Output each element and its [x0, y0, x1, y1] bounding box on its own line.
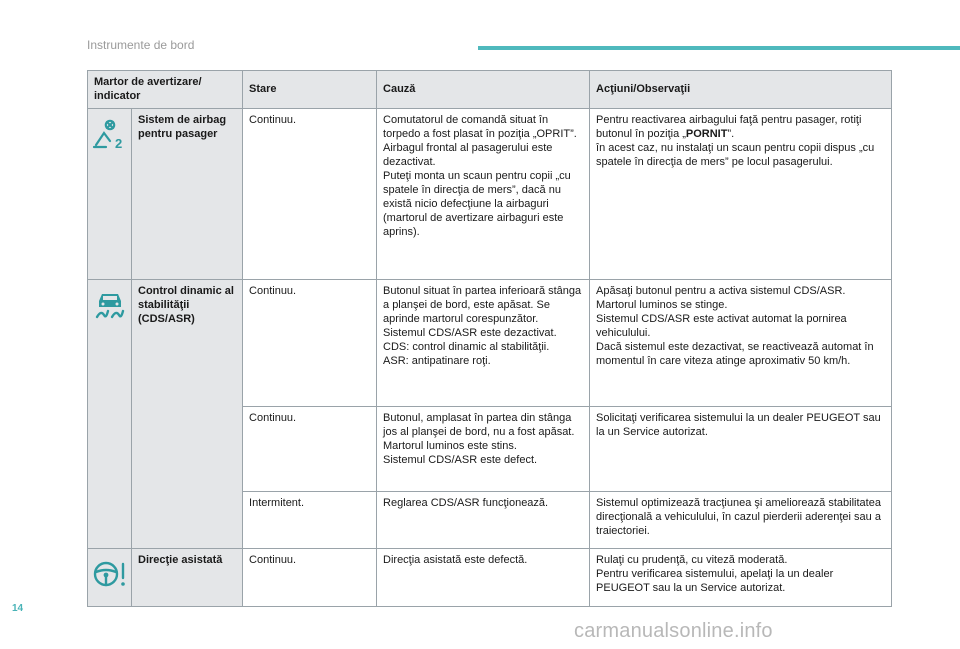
power-steering-warning-icon	[92, 559, 128, 589]
indicator-name: Sistem de airbag pentru pasager	[132, 109, 243, 280]
indicator-name: Control dinamic al stabilităţii (CDS/ASR)	[132, 280, 243, 549]
indicator-icon-cell	[88, 109, 132, 280]
cause-cell: Butonul situat în partea inferioară stânga a planşei de bord, este apăsat. Se aprinde martorul corespunzător. Sistemul CDS/ASR este dezactivat. CDS: control dinamic al stabilităţii. ASR: antipatinare roţi.	[377, 280, 590, 407]
airbag-off-icon	[92, 119, 128, 149]
action-text-start: Pentru reactivarea airbagului faţă pentru pasager, rotiţi butonul în poziţia „	[596, 114, 862, 140]
cause-cell: Comutatorul de comandă situat în torpedo a fost plasat în poziţia „OPRIT”. Airbagul frontal al pasagerului este dezactivat. Puteţi monta un scaun pentru copii „cu spatele în direcţia de mers”, dacă nu există nicio defecţiune la airbaguri (martorul de avertizare airbaguri este aprins).	[377, 109, 590, 280]
state-cell: Continuu.	[243, 407, 377, 492]
state-cell: Intermitent.	[243, 492, 377, 549]
state-cell: Continuu.	[243, 109, 377, 280]
column-header-state: Stare	[243, 71, 377, 109]
indicator-icon-cell	[88, 549, 132, 607]
indicator-name: Direcţie asistată	[132, 549, 243, 607]
column-header-actions: Acţiuni/Observaţii	[590, 71, 892, 109]
action-cell: Solicitaţi verificarea sistemului la un dealer PEUGEOT sau la un Service autorizat.	[590, 407, 892, 492]
svg-text:2: 2	[114, 136, 122, 149]
action-cell: Apăsaţi butonul pentru a activa sistemul CDS/ASR. Martorul luminos se stinge. Sistemul CDS/ASR este activat automat la pornirea vehiculului. Dacă sistemul este dezactivat, se reactivează automat în momentul în care viteza atinge aproximativ 50 km/h.	[590, 280, 892, 407]
column-header-indicator: Martor de avertizare/ indicator	[88, 71, 243, 109]
cause-cell: Direcţia asistată este defectă.	[377, 549, 590, 607]
section-title: Instrumente de bord	[87, 38, 195, 52]
action-text-end: ”. în acest caz, nu instalaţi un scaun pentru copii dispus „cu spatele în direcţia de mers” pe locul pasagerului.	[596, 128, 875, 168]
indicator-icon-cell	[88, 280, 132, 549]
cause-cell: Butonul, amplasat în partea din stânga jos al planşei de bord, nu a fost apăsat. Martorul luminos este stins. Sistemul CDS/ASR este defect.	[377, 407, 590, 492]
table-row	[88, 549, 892, 607]
state-cell: Continuu.	[243, 280, 377, 407]
header-accent-bar	[478, 46, 960, 50]
action-cell	[590, 109, 892, 280]
page-number: 14	[12, 603, 24, 614]
action-keyword: PORNIT	[685, 128, 728, 140]
dynamic-stability-icon	[92, 290, 128, 320]
column-header-cause: Cauză	[377, 71, 590, 109]
table-row	[88, 109, 892, 280]
cause-cell: Reglarea CDS/ASR funcţionează.	[377, 492, 590, 549]
table-header-row	[88, 71, 892, 109]
warning-lights-table	[87, 70, 892, 607]
table-row	[88, 280, 892, 407]
action-cell: Rulaţi cu prudenţă, cu viteză moderată. Pentru verificarea sistemului, apelaţi la un dealer PEUGEOT sau la un Service autorizat.	[590, 549, 892, 607]
state-cell: Continuu.	[243, 549, 377, 607]
action-cell: Sistemul optimizează tracţiunea şi ameliorează stabilitatea direcţională a vehiculului, în cazul pierderii aderenţei sau a traiectoriei.	[590, 492, 892, 549]
watermark: carmanualsonline.info	[574, 620, 773, 642]
